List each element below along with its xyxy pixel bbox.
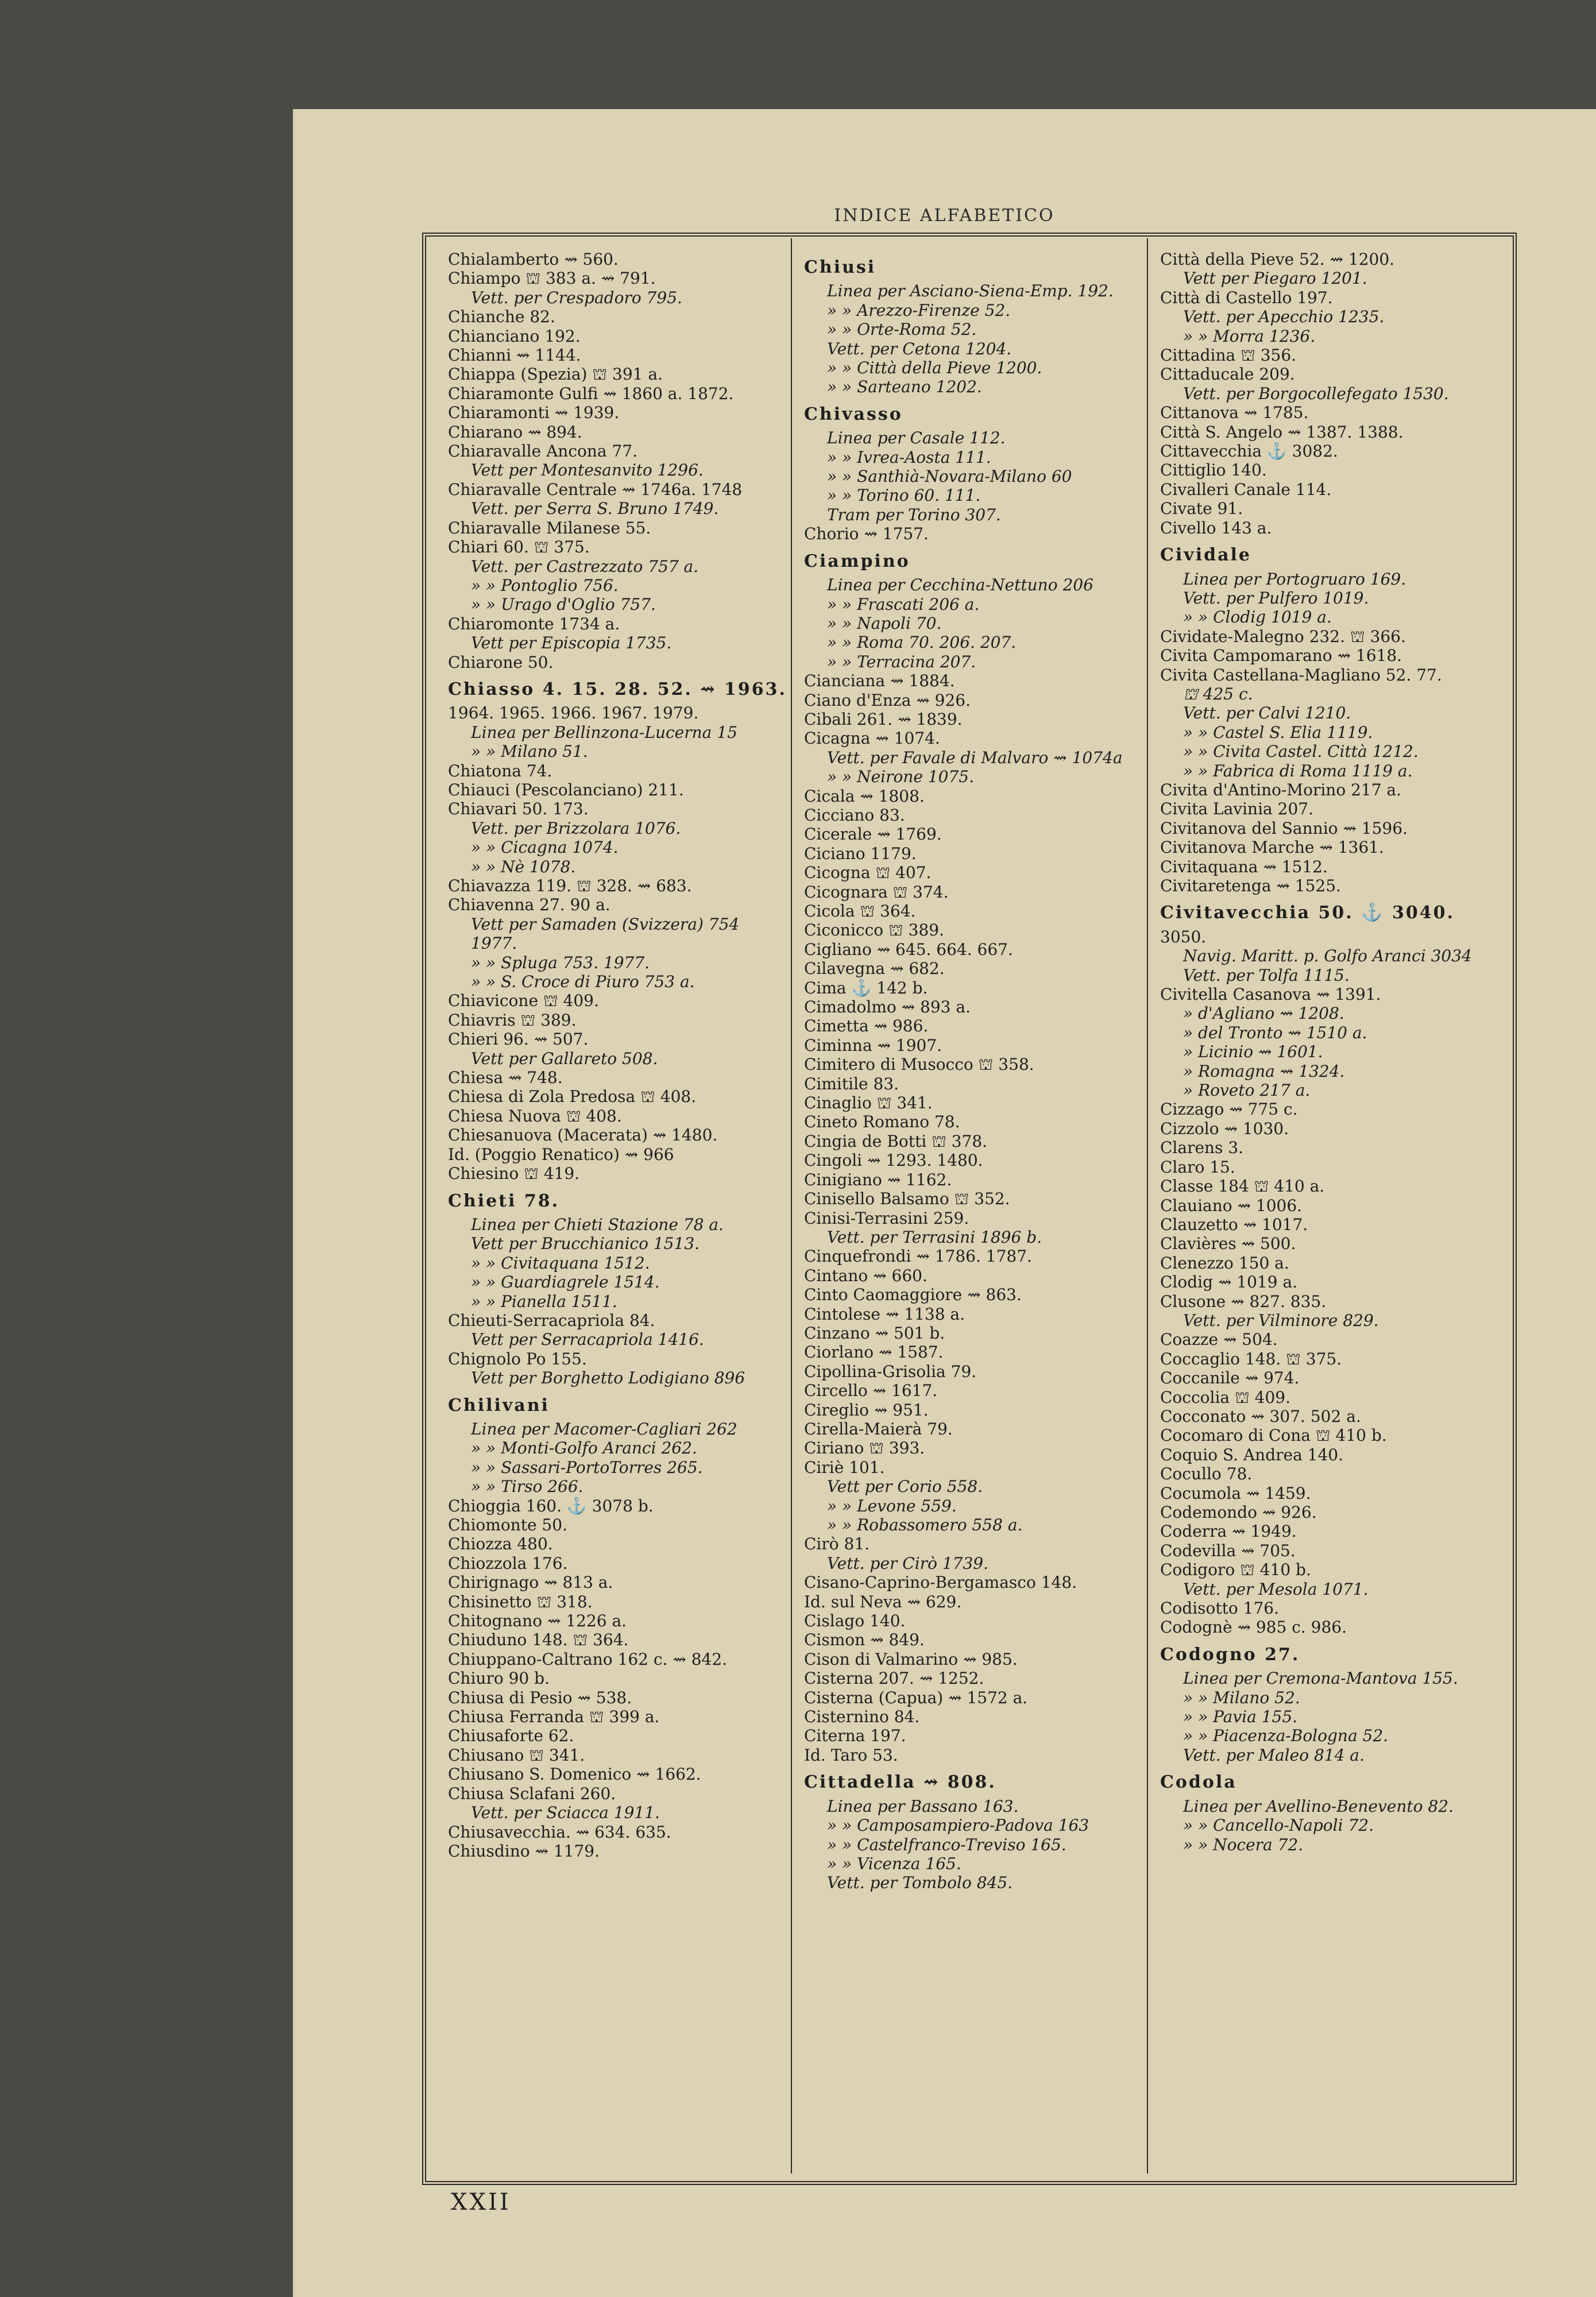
index-entry: Cinisi-Terrasini 259. <box>804 1208 969 1228</box>
index-subentry: Tram per Torino 307. <box>827 505 1001 524</box>
index-subentry: Vett. per Cetona 1204. <box>827 339 1012 358</box>
index-entry: Civita Campomarano ⇝ 1618. <box>1160 646 1402 666</box>
index-entry: Civitella Casanova ⇝ 1391. <box>1160 985 1381 1004</box>
index-subentry: » » Ivrea-Aosta 111. <box>827 447 991 467</box>
index-entry: Cinquefrondi ⇝ 1786. 1787. <box>804 1247 1032 1266</box>
index-subentry: » » Roma 70. 206. 207. <box>827 633 1017 652</box>
index-heading: Chivasso <box>804 404 903 424</box>
index-entry: Cinaglio ⛫ 341. <box>804 1093 933 1113</box>
index-subentry: » » Morra 1236. <box>1183 326 1316 346</box>
index-entry: Cintano ⇝ 660. <box>804 1266 928 1285</box>
index-entry: Cilavegna ⇝ 682. <box>804 959 945 979</box>
index-subentry: » » Clodig 1019 a. <box>1183 608 1332 627</box>
index-entry: Chialamberto ⇝ 560. <box>448 250 619 269</box>
index-subentry: Vett per Samaden (Svizzera) 754 <box>471 914 740 934</box>
index-entry: Civita Lavinia 207. <box>1160 799 1313 819</box>
index-subentry: » » Sassari-PortoTorres 265. <box>471 1457 703 1477</box>
index-subentry: Vett per Montesanvito 1296. <box>471 461 704 480</box>
index-subentry: » » Milano 52. <box>1183 1688 1300 1707</box>
index-subentry: Vett. per Crespadoro 795. <box>471 288 682 307</box>
index-entry: Chiomonte 50. <box>448 1515 567 1534</box>
index-subentry: Vett. per Serra S. Bruno 1749. <box>471 499 719 519</box>
index-entry: Cocomaro di Cona ⛫ 410 b. <box>1160 1426 1387 1445</box>
index-entry: Chiappa (Spezia) ⛫ 391 a. <box>448 365 663 384</box>
index-entry: Civate 91. <box>1160 499 1243 519</box>
index-subentry: Linea per Asciano-Siena-Emp. 192. <box>827 281 1114 301</box>
index-entry: Chitognano ⇝ 1226 a. <box>448 1611 627 1631</box>
index-subentry: Vett per Corio 558. <box>827 1477 983 1496</box>
index-subentry: Vett. per Vilminore 829. <box>1183 1310 1379 1330</box>
index-subentry: » » Nocera 72. <box>1183 1835 1304 1854</box>
index-entry: Cingoli ⇝ 1293. 1480. <box>804 1151 983 1170</box>
index-entry: Cicciano 83. <box>804 805 905 825</box>
index-heading: Chieti 78. <box>448 1190 560 1211</box>
index-entry: Cibali 261. ⇝ 1839. <box>804 709 963 729</box>
index-entry: Ciriano ⛫ 393. <box>804 1438 925 1458</box>
index-subentry: Vett. per Maleo 814 a. <box>1183 1745 1365 1765</box>
index-entry: Chiesanuova (Macerata) ⇝ 1480. <box>448 1126 718 1145</box>
index-subentry: Linea per Cecchina-Nettuno 206 <box>827 575 1093 595</box>
index-subentry: Vett. per Castrezzato 757 a. <box>471 556 699 576</box>
index-entry: Cison di Valmarino ⇝ 985. <box>804 1649 1018 1669</box>
index-subentry: » » Milano 51. <box>471 742 588 761</box>
index-entry: Civitaretenga ⇝ 1525. <box>1160 876 1341 895</box>
index-subentry: » » Spluga 753. 1977. <box>471 953 650 972</box>
index-subentry: » » Castelfranco-Treviso 165. <box>827 1835 1066 1854</box>
index-subentry: Linea per Bellinzona-Lucerna 15 <box>471 722 737 742</box>
page-number: XXII <box>451 2189 511 2215</box>
index-subentry: Vett per Brucchianico 1513. <box>471 1234 700 1254</box>
index-entry: Chiuduno 148. ⛫ 364. <box>448 1630 629 1650</box>
index-entry: Chianni ⇝ 1144. <box>448 346 581 365</box>
index-subentry: Linea per Cremona-Mantova 155. <box>1183 1669 1458 1688</box>
index-entry: Cittaducale 209. <box>1160 365 1295 384</box>
index-entry: Chiusa Ferranda ⛫ 399 a. <box>448 1707 660 1727</box>
index-entry: 1964. 1965. 1966. 1967. 1979. <box>448 703 699 723</box>
index-entry: Ciorlano ⇝ 1587. <box>804 1343 944 1362</box>
index-subentry: » » Civita Castel. Città 1212. <box>1183 742 1419 761</box>
index-subentry: Vett per Gallareto 508. <box>471 1049 658 1068</box>
index-subentry: ⛫ 425 c. <box>1183 684 1253 703</box>
index-subentry: 1977. <box>471 934 517 953</box>
index-subentry: Vett. per Apecchio 1235. <box>1183 307 1385 327</box>
index-subentry: Vett. per Terrasini 1896 b. <box>827 1227 1042 1247</box>
index-entry: Chiavenna 27. 90 a. <box>448 895 610 915</box>
index-entry: Chiusa Sclafani 260. <box>448 1784 616 1803</box>
index-entry: Cipollina-Grisolia 79. <box>804 1362 977 1381</box>
index-entry: Clauiano ⇝ 1006. <box>1160 1196 1303 1215</box>
index-entry: Chiozzola 176. <box>448 1553 568 1573</box>
index-entry: Cizzago ⇝ 775 c. <box>1160 1100 1298 1119</box>
index-entry: Chiavris ⛫ 389. <box>448 1010 577 1030</box>
index-entry: Chiesa Nuova ⛫ 408. <box>448 1106 622 1126</box>
index-entry: Coderra ⇝ 1949. <box>1160 1522 1297 1541</box>
index-subentry: Vett. per Borgocollefegato 1530. <box>1183 384 1449 403</box>
index-entry: Cisterna (Capua) ⇝ 1572 a. <box>804 1688 1028 1707</box>
index-heading: Chiusi <box>804 257 876 277</box>
index-subentry: » » Santhià-Novara-Milano 60 <box>827 467 1072 486</box>
index-entry: Cizzolo ⇝ 1030. <box>1160 1119 1289 1138</box>
index-subentry: » » Castel S. Elia 1119. <box>1183 722 1373 742</box>
index-entry: Civalleri Canale 114. <box>1160 479 1332 499</box>
index-subentry: Vett. per Pulfero 1019. <box>1183 588 1369 608</box>
index-entry: Chieri 96. ⇝ 507. <box>448 1030 589 1049</box>
index-column-3 <box>1160 250 1505 1854</box>
index-entry: Cisterna 207. ⇝ 1252. <box>804 1669 984 1688</box>
index-entry: Clauzetto ⇝ 1017. <box>1160 1215 1308 1234</box>
index-heading: Cividale <box>1160 545 1251 566</box>
index-entry: Coccanile ⇝ 974. <box>1160 1368 1300 1388</box>
index-entry: Cinto Caomaggiore ⇝ 863. <box>804 1285 1022 1305</box>
index-entry: Cianciana ⇝ 1884. <box>804 671 955 691</box>
index-entry: Cismon ⇝ 849. <box>804 1630 925 1650</box>
index-entry: Cocullo 78. <box>1160 1464 1253 1484</box>
index-entry: Chiusa di Pesio ⇝ 538. <box>448 1688 632 1707</box>
index-entry: Chiavazza 119. ⛫ 328. ⇝ 683. <box>448 876 692 895</box>
index-subentry: » » Pianella 1511. <box>471 1291 617 1311</box>
index-entry: Cocumola ⇝ 1459. <box>1160 1483 1311 1503</box>
index-entry: Coccolia ⛫ 409. <box>1160 1387 1290 1407</box>
index-subentry: » » Neirone 1075. <box>827 767 974 787</box>
index-entry: Cimadolmo ⇝ 893 a. <box>804 997 971 1017</box>
index-entry: Chiaramonti ⇝ 1939. <box>448 403 620 423</box>
index-entry: Id. Taro 53. <box>804 1745 898 1765</box>
index-entry: Coquio S. Andrea 140. <box>1160 1445 1344 1464</box>
index-subentry: » » Pontoglio 756. <box>471 575 619 595</box>
index-entry: Circello ⇝ 1617. <box>804 1381 938 1401</box>
index-subentry: Vett. per Brizzolara 1076. <box>471 818 681 838</box>
index-entry: Ciano d'Enza ⇝ 926. <box>804 690 971 710</box>
index-subentry: Vett per Piegaro 1201. <box>1183 269 1367 288</box>
index-entry: Cimitile 83. <box>804 1074 899 1093</box>
index-entry: Chiaravalle Centrale ⇝ 1746a. 1748 <box>448 479 743 499</box>
index-entry: Cisternino 84. <box>804 1707 920 1727</box>
index-subentry: » » Vicenza 165. <box>827 1854 961 1873</box>
index-subentry: » » Urago d'Oglio 757. <box>471 595 656 614</box>
index-entry: Chiozza 480. <box>448 1534 553 1554</box>
index-entry: Citerna 197. <box>804 1726 906 1746</box>
index-heading: Chiasso 4. 15. 28. 52. ⇝ 1963. <box>448 679 787 699</box>
index-subentry: » » Sarteano 1202. <box>827 377 982 397</box>
index-entry: Chiatona 74. <box>448 761 552 780</box>
index-entry: Cireglio ⇝ 951. <box>804 1400 929 1420</box>
index-heading: Civitavecchia 50. ⚓ 3040. <box>1160 903 1455 923</box>
index-entry: Chianche 82. <box>448 307 555 327</box>
index-heading: Chilivani <box>448 1395 550 1416</box>
index-entry: Chiesa ⇝ 748. <box>448 1068 563 1088</box>
index-entry: Cicala ⇝ 1808. <box>804 786 925 806</box>
index-entry: Chiari 60. ⛫ 375. <box>448 537 590 557</box>
index-entry: Coazze ⇝ 504. <box>1160 1330 1278 1349</box>
index-subentry: Vett. per Mesola 1071. <box>1183 1579 1369 1599</box>
index-entry: Cinisello Balsamo ⛫ 352. <box>804 1189 1010 1209</box>
index-subentry: Navig. Maritt. p. Golfo Aranci 3034 <box>1183 946 1472 966</box>
index-entry: Cicogna ⛫ 407. <box>804 863 932 883</box>
index-entry: Città della Pieve 52. ⇝ 1200. <box>1160 250 1395 269</box>
index-entry: Cimitero di Musocco ⛫ 358. <box>804 1055 1034 1074</box>
index-entry: Civitanova del Sannio ⇝ 1596. <box>1160 818 1408 838</box>
index-subentry: » » Guardiagrele 1514. <box>471 1273 660 1292</box>
index-column-2 <box>804 250 1149 1893</box>
index-entry: 3050. <box>1160 927 1207 946</box>
index-entry: Claro 15. <box>1160 1157 1235 1177</box>
index-subentry: Linea per Portogruaro 169. <box>1183 569 1406 589</box>
index-subentry: Linea per Bassano 163. <box>827 1796 1019 1816</box>
index-subentry: Linea per Casale 112. <box>827 428 1006 448</box>
page-header: INDICE ALFABETICO <box>834 206 1055 226</box>
index-subentry: » » Orte-Roma 52. <box>827 320 977 339</box>
index-entry: Clarens 3. <box>1160 1138 1244 1158</box>
index-entry: Chiesino ⛫ 419. <box>448 1164 580 1184</box>
index-heading: Ciampino <box>804 551 910 571</box>
index-entry: Chiavicone ⛫ 409. <box>448 991 599 1011</box>
index-subentry: Linea per Chieti Stazione 78 a. <box>471 1215 724 1234</box>
index-subentry: » » Terracina 207. <box>827 652 976 671</box>
index-entry: Chignolo Po 155. <box>448 1349 587 1368</box>
index-subentry: Vett. per Calvi 1210. <box>1183 703 1351 723</box>
index-entry: Cicognara ⛫ 374. <box>804 882 949 902</box>
index-subentry: Vett. per Tolfa 1115. <box>1183 965 1350 985</box>
index-entry: Chiampo ⛫ 383 a. ⇝ 791. <box>448 269 656 288</box>
index-entry: Codevilla ⇝ 705. <box>1160 1541 1296 1560</box>
index-heading: Codogno 27. <box>1160 1644 1300 1665</box>
index-entry: Cinigiano ⇝ 1162. <box>804 1170 952 1189</box>
index-entry: Cocconato ⇝ 307. 502 a. <box>1160 1406 1361 1426</box>
index-subentry: Linea per Macomer-Cagliari 262 <box>471 1419 737 1438</box>
index-entry: Clodig ⇝ 1019 a. <box>1160 1273 1298 1292</box>
index-subentry: » Licinio ⇝ 1601. <box>1183 1042 1323 1062</box>
index-entry: Chiavari 50. 173. <box>448 799 589 819</box>
index-entry: Ciconicco ⛫ 389. <box>804 921 945 940</box>
index-subentry: » » Monti-Golfo Aranci 262. <box>471 1438 697 1458</box>
index-entry: Cimetta ⇝ 986. <box>804 1016 929 1036</box>
index-entry: Chiaramonte Gulfi ⇝ 1860 a. 1872. <box>448 384 734 403</box>
index-entry: Chiauci (Pescolanciano) 211. <box>448 780 684 799</box>
index-subentry: Linea per Avellino-Benevento 82. <box>1183 1796 1454 1816</box>
index-entry: Codognè ⇝ 985 c. 986. <box>1160 1618 1347 1637</box>
index-subentry: » » S. Croce di Piuro 753 a. <box>471 972 695 992</box>
index-subentry: » » Cicagna 1074. <box>471 838 619 857</box>
index-entry: Cirella-Maierà 79. <box>804 1419 953 1438</box>
index-entry: Chiusavecchia. ⇝ 634. 635. <box>448 1822 671 1842</box>
index-entry: Cima ⚓ 142 b. <box>804 978 928 997</box>
index-entry: Chiusdino ⇝ 1179. <box>448 1841 600 1861</box>
index-subentry: » » Torino 60. 111. <box>827 486 981 505</box>
index-subentry: » » Levone 559. <box>827 1496 957 1515</box>
index-entry: Città di Castello 197. <box>1160 288 1333 307</box>
index-subentry: » » Frascati 206 a. <box>827 594 980 614</box>
index-entry: Id. sul Neva ⇝ 629. <box>804 1592 962 1611</box>
index-entry: Chiaromonte 1734 a. <box>448 614 620 633</box>
index-subentry: » del Tronto ⇝ 1510 a. <box>1183 1023 1367 1042</box>
index-entry: Civita Castellana-Magliano 52. 77. <box>1160 665 1442 685</box>
index-page <box>293 109 1596 2297</box>
index-entry: Civitanova Marche ⇝ 1361. <box>1160 838 1384 857</box>
index-entry: Cittiglio 140. <box>1160 461 1267 480</box>
index-subentry: » d'Agliano ⇝ 1208. <box>1183 1004 1344 1023</box>
index-subentry: » Romagna ⇝ 1324. <box>1183 1061 1345 1081</box>
index-heading: Cittadella ⇝ 808. <box>804 1772 996 1793</box>
index-heading: Codola <box>1160 1772 1237 1793</box>
index-entry: Chisinetto ⛫ 318. <box>448 1592 593 1611</box>
index-entry: Cicola ⛫ 364. <box>804 902 916 921</box>
index-entry: Cisano-Caprino-Bergamasco 148. <box>804 1573 1077 1592</box>
index-subentry: » » Fabrica di Roma 1119 a. <box>1183 761 1413 780</box>
index-entry: Chioggia 160. ⚓ 3078 b. <box>448 1496 654 1515</box>
index-subentry: » » Cancello-Napoli 72. <box>1183 1816 1374 1835</box>
index-entry: Chieuti-Serracapriola 84. <box>448 1310 655 1330</box>
index-entry: Cislago 140. <box>804 1611 906 1631</box>
index-entry: Classe 184 ⛫ 410 a. <box>1160 1177 1325 1196</box>
index-subentry: » » Nè 1078. <box>471 857 576 876</box>
index-subentry: » » Arezzo-Firenze 52. <box>827 300 1011 320</box>
index-entry: Cineto Romano 78. <box>804 1112 960 1132</box>
index-subentry: Vett. per Cirò 1739. <box>827 1553 988 1573</box>
index-entry: Codisotto 176. <box>1160 1599 1279 1618</box>
index-entry: Cicerale ⇝ 1769. <box>804 825 942 844</box>
index-entry: Cirò 81. <box>804 1534 870 1554</box>
index-entry: Cicagna ⇝ 1074. <box>804 729 940 748</box>
index-entry: Cigliano ⇝ 645. 664. 667. <box>804 939 1013 959</box>
index-entry: Chiaravalle Ancona 77. <box>448 442 638 461</box>
index-subentry: Vett per Episcopia 1735. <box>471 633 672 653</box>
index-entry: Chiarone 50. <box>448 652 554 672</box>
index-entry: Cittadina ⛫ 356. <box>1160 346 1297 365</box>
index-entry: Chorio ⇝ 1757. <box>804 524 929 544</box>
index-subentry: » » Civitaquana 1512. <box>471 1253 650 1273</box>
index-entry: Civita d'Antino-Morino 217 a. <box>1160 780 1402 799</box>
index-subentry: Vett per Serracapriola 1416. <box>471 1330 704 1349</box>
index-entry: Città S. Angelo ⇝ 1387. 1388. <box>1160 422 1404 442</box>
index-entry: Cintolese ⇝ 1138 a. <box>804 1304 965 1324</box>
index-subentry: » » Pavia 155. <box>1183 1707 1298 1727</box>
index-subentry: Vett. per Favale di Malvaro ⇝ 1074a <box>827 748 1123 767</box>
index-entry: Cividate-Malegno 232. ⛫ 366. <box>1160 627 1406 646</box>
index-entry: Chiesa di Zola Predosa ⛫ 408. <box>448 1087 697 1107</box>
index-entry: Codigoro ⛫ 410 b. <box>1160 1560 1311 1580</box>
index-entry: Cinzano ⇝ 501 b. <box>804 1323 945 1343</box>
index-entry: Chiusano ⛫ 341. <box>448 1745 585 1765</box>
index-entry: Chirignago ⇝ 813 a. <box>448 1573 613 1592</box>
index-subentry: » » Robassomero 558 a. <box>827 1515 1023 1534</box>
index-entry: Coccaglio 148. ⛫ 375. <box>1160 1349 1342 1368</box>
index-entry: Codemondo ⇝ 926. <box>1160 1503 1317 1522</box>
index-entry: Cittanova ⇝ 1785. <box>1160 403 1309 423</box>
index-column-1 <box>448 250 793 1861</box>
index-entry: Clusone ⇝ 827. 835. <box>1160 1291 1327 1311</box>
index-entry: Chianciano 192. <box>448 326 581 346</box>
index-entry: Chiusaforte 62. <box>448 1726 574 1746</box>
index-entry: Id. (Poggio Renatico) ⇝ 966 <box>448 1144 674 1164</box>
index-entry: Ciciano 1179. <box>804 844 917 863</box>
index-entry: Clenezzo 150 a. <box>1160 1253 1289 1273</box>
index-subentry: » » Camposampiero-Padova 163 <box>827 1816 1089 1835</box>
index-entry: Cittavecchia ⚓ 3082. <box>1160 442 1338 461</box>
index-entry: Chiaravalle Milanese 55. <box>448 518 651 537</box>
index-subentry: » » Piacenza-Bologna 52. <box>1183 1726 1389 1746</box>
index-entry: Chiusano S. Domenico ⇝ 1662. <box>448 1765 701 1784</box>
index-entry: Cingia de Botti ⛫ 378. <box>804 1131 988 1151</box>
index-entry: Chiuppano-Caltrano 162 c. ⇝ 842. <box>448 1649 728 1669</box>
index-subentry: » » Tirso 266. <box>471 1477 583 1496</box>
index-entry: Civello 143 a. <box>1160 518 1272 537</box>
index-subentry: Vett. per Sciacca 1911. <box>471 1803 660 1823</box>
index-entry: Civitaquana ⇝ 1512. <box>1160 857 1328 876</box>
index-subentry: » Roveto 217 a. <box>1183 1081 1311 1100</box>
index-entry: Clavières ⇝ 500. <box>1160 1234 1296 1254</box>
index-entry: Ciminna ⇝ 1907. <box>804 1035 942 1055</box>
index-entry: Ciriè 101. <box>804 1457 885 1477</box>
index-subentry: » » Napoli 70. <box>827 613 942 633</box>
index-entry: Chiuro 90 b. <box>448 1669 550 1688</box>
index-subentry: Vett per Borghetto Lodigiano 896 <box>471 1368 745 1388</box>
index-subentry: » » Città della Pieve 1200. <box>827 358 1042 378</box>
index-subentry: Vett. per Tombolo 845. <box>827 1873 1013 1893</box>
index-entry: Chiarano ⇝ 894. <box>448 422 582 442</box>
